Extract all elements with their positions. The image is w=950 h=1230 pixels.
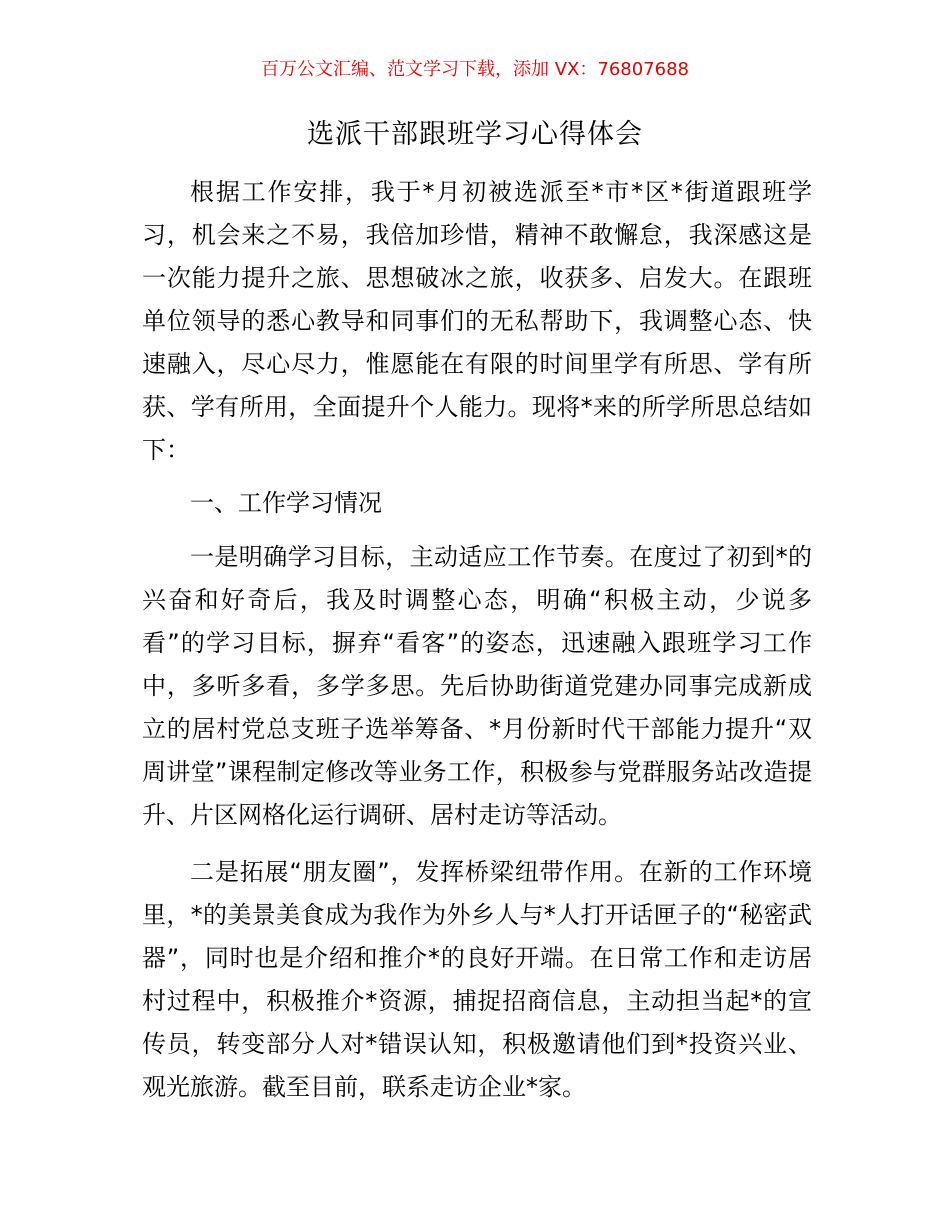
document-title: 选派干部跟班学习心得体会 <box>307 119 643 150</box>
paragraph-text: 二是拓展“朋友圈”，发挥桥梁纽带作用。在新的工作环境里，*的美景美食成为我作为外乡人与*人打开话匣子的“秘密武器”，同时也是介绍和推介*的良好开端。在日常工作和走访居村过程中，积极推介*资源，捕捉招商信息，主动担当起*的宣传员，转变部分人对*错误认知，积极邀请他们到*投资兴业、观光旅游。截至目前，联系走访企业*家。 <box>142 858 812 1101</box>
section-heading-text: 一、工作学习情况 <box>190 489 382 517</box>
paragraph-text: 根据工作安排，我于*月初被选派至*市*区*街道跟班学习，机会来之不易，我倍加珍惜，精神不敢懈怠，我深感这是一次能力提升之旅、思想破冰之旅，收获多、启发大。在跟班单位领导的悉心教导和同事们的无私帮助下，我调整心态、快速融入，尽心尽力，惟愿能在有限的时间里学有所思、学有所获、学有所用，全面提升个人能力。现将*来的所学所思总结如下： <box>142 178 812 464</box>
paragraph-intro <box>142 171 812 472</box>
paragraph-friend-circle <box>142 851 812 1109</box>
paragraph-learning-goals <box>142 536 812 837</box>
paragraph-text: 一是明确学习目标，主动适应工作节奏。在度过了初到*的兴奋和好奇后，我及时调整心态，明确“积极主动，少说多看”的学习目标，摒弃“看客”的姿态，迅速融入跟班学习工作中，多听多看，多学多思。先后协助街道党建办同事完成新成立的居村党总支班子选举筹备、*月份新时代干部能力提升“双周讲堂”课程制定修改等业务工作，积极参与党群服务站改造提升、片区网格化运行调研、居村走访等活动。 <box>142 543 812 829</box>
header-banner: 百万公文汇编、范文学习下载，添加 VX：76807688 <box>261 59 689 80</box>
section-heading <box>142 482 812 525</box>
